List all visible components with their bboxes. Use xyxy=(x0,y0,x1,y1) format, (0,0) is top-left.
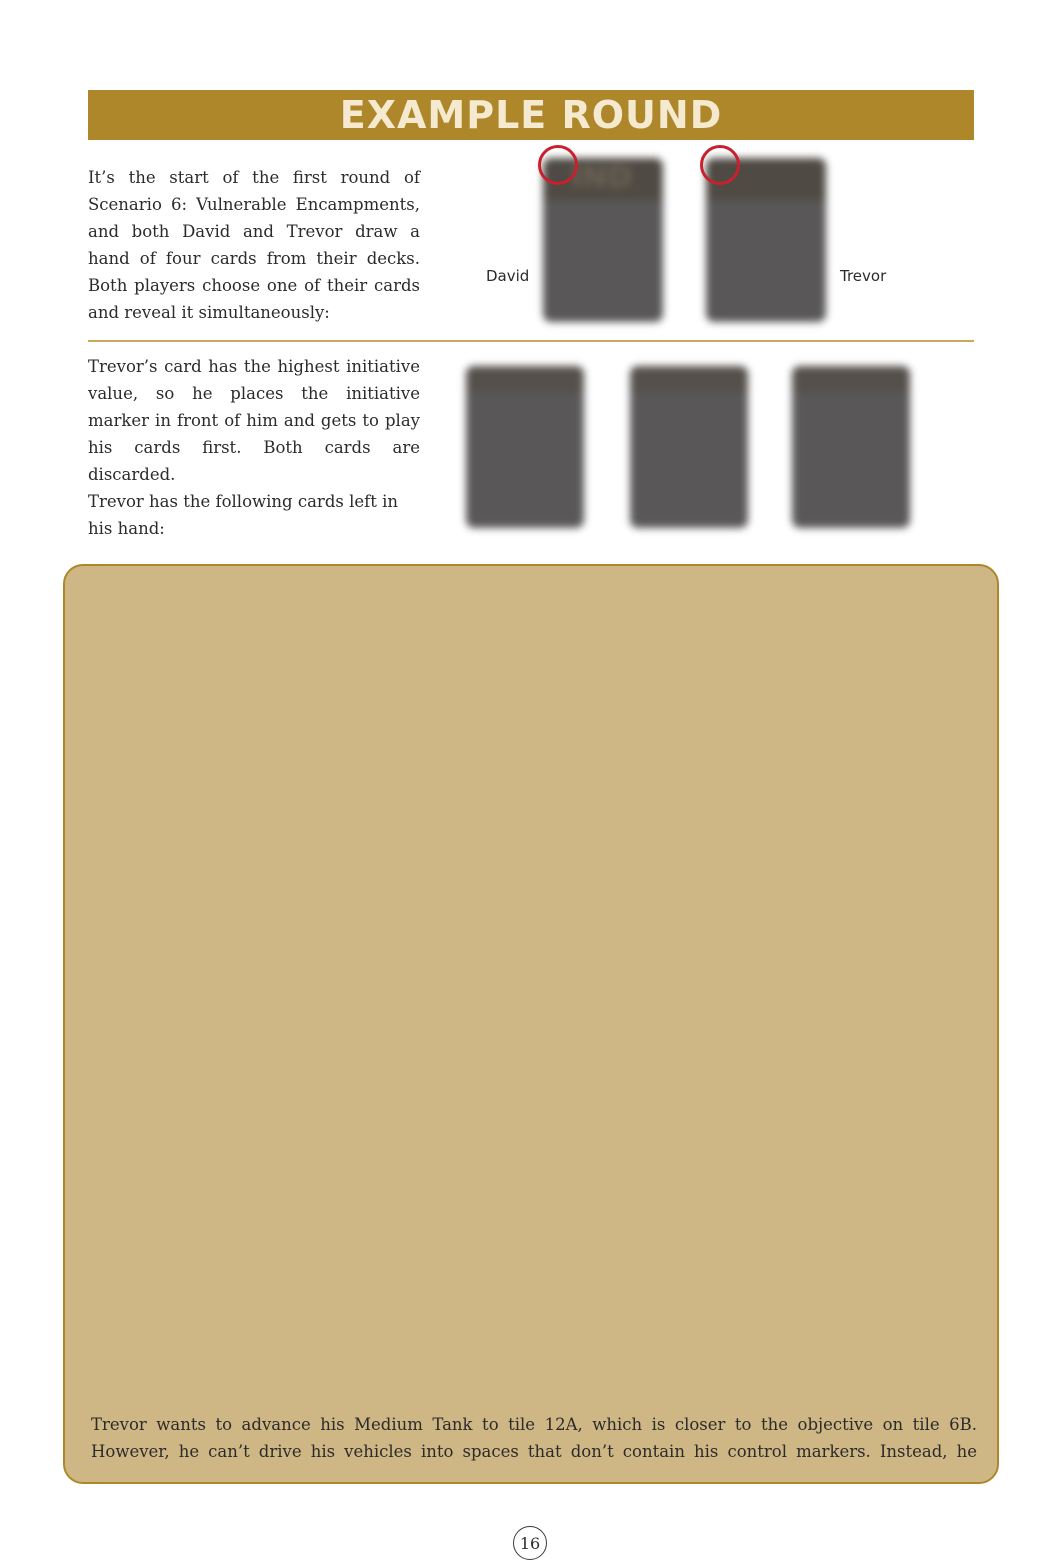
initiative-paragraph: Trevor’s card has the highest initiative value, so he places the initiative marker in front of him and gets to play his cards first. Both cards are discarded. xyxy=(88,357,420,484)
hand-card-1 xyxy=(466,366,584,528)
initiative-highlight-ring-trevor xyxy=(700,145,740,185)
hand-card-3 xyxy=(792,366,910,528)
hand-paragraph: Trevor has the following cards left in his hand: xyxy=(88,492,399,538)
hand-card-2 xyxy=(630,366,748,528)
card-header-band xyxy=(792,366,910,392)
page-number: 16 xyxy=(513,1526,547,1560)
player-label-trevor: Trevor xyxy=(840,267,887,285)
panel-text: Trevor wants to advance his Medium Tank to tile 12A, which is closer to the objective on tile 6B. However, he can’t drive his vehicles into spaces that don’t contain his control markers. Instead, he xyxy=(91,1415,977,1461)
initiative-highlight-ring-david xyxy=(538,145,578,185)
section-divider xyxy=(88,340,974,342)
card-band-text: IND xyxy=(571,160,633,195)
page-title: EXAMPLE ROUND xyxy=(339,93,723,137)
player-label-david: David xyxy=(486,267,530,285)
intro-paragraph: It’s the start of the first round of Scenario 6: Vulnerable Encampments, and both David and Trevor draw a hand of four cards from their decks. Both players choose one of their cards and reveal it simultaneously: xyxy=(88,168,420,322)
example-panel xyxy=(63,564,999,1484)
title-banner xyxy=(88,90,974,140)
card-header-band xyxy=(466,366,584,392)
card-header-band xyxy=(630,366,748,392)
